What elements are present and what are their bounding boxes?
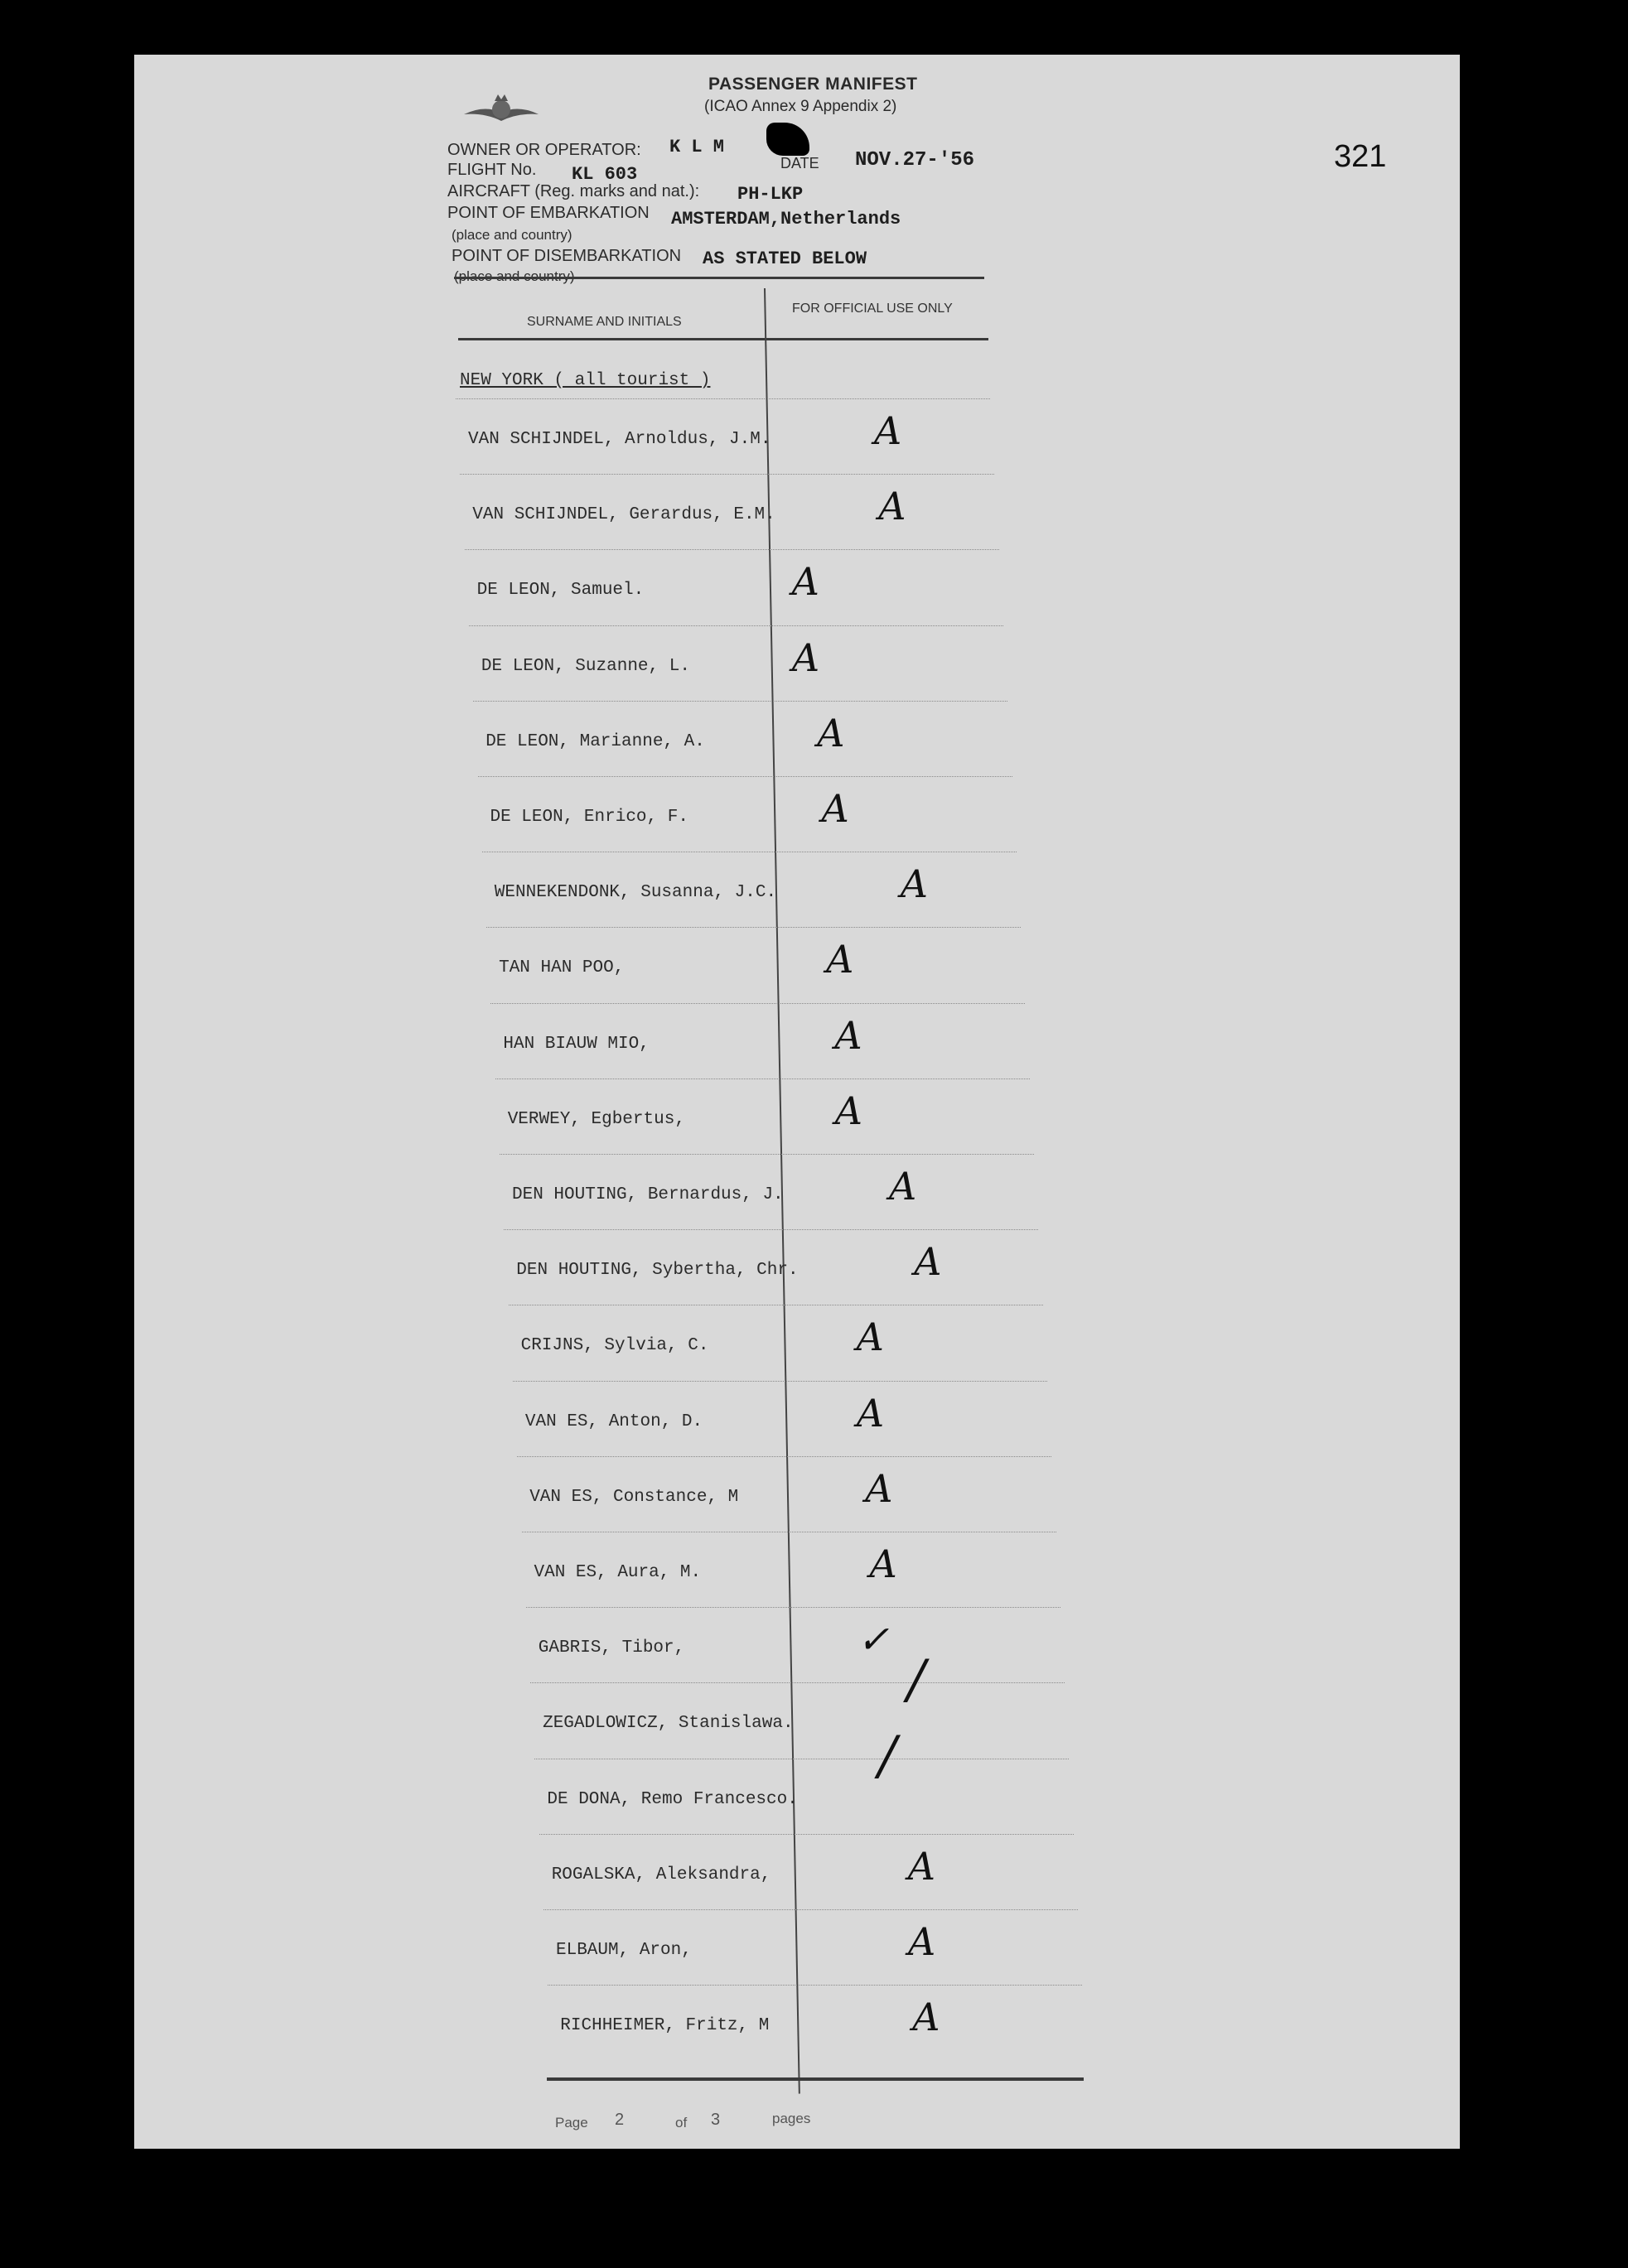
row-rule: [513, 1381, 1047, 1382]
official-mark: A: [912, 1995, 940, 2040]
official-mark: A: [908, 1919, 936, 1964]
official-mark: A: [791, 635, 820, 680]
row-rule: [543, 1909, 1078, 1910]
official-mark: /: [907, 1649, 925, 1711]
row-rule: [469, 625, 1003, 626]
passenger-name: VAN ES, Constance, M: [529, 1487, 739, 1507]
manifest-subtitle: (ICAO Annex 9 Appendix 2): [704, 98, 897, 115]
passenger-name: ELBAUM, Aron,: [556, 1941, 692, 1960]
passenger-name: DEN HOUTING, Bernardus, J.: [512, 1185, 784, 1204]
official-mark: A: [865, 1465, 893, 1511]
passenger-name: DE LEON, Suzanne, L.: [481, 656, 690, 676]
footer-pages-label: pages: [772, 2111, 811, 2126]
passenger-name: HAN BIAUW MIO,: [503, 1034, 650, 1054]
row-rule: [456, 398, 990, 399]
aircraft-value: PH-LKP: [737, 184, 804, 205]
row-rule: [478, 776, 1012, 777]
passenger-name: DE LEON, Marianne, A.: [486, 731, 705, 751]
row-rule: [517, 1456, 1051, 1457]
passenger-name: CRIJNS, Sylvia, C.: [520, 1336, 709, 1356]
passenger-name: RICHHEIMER, Fritz, M: [560, 2016, 770, 2036]
aircraft-label: AIRCRAFT (Reg. marks and nat.):: [447, 182, 700, 200]
official-mark: A: [856, 1390, 885, 1436]
passenger-name: VERWEY, Egbertus,: [507, 1109, 685, 1129]
passenger-name: VAN SCHIJNDEL, Arnoldus, J.M.: [468, 430, 771, 449]
official-mark: A: [834, 1012, 862, 1058]
passenger-name: VAN ES, Aura, M.: [534, 1563, 702, 1582]
disembarkation-value: AS STATED BELOW: [703, 249, 867, 269]
row-rule: [548, 1985, 1082, 1986]
passenger-name: DE LEON, Samuel.: [476, 581, 645, 601]
official-mark: A: [826, 937, 854, 982]
klm-crown-logo-icon: [460, 89, 543, 133]
official-mark: A: [900, 861, 929, 907]
flight-label: FLIGHT No.: [447, 161, 537, 179]
official-mark: A: [907, 1843, 935, 1889]
footer-page-label: Page: [555, 2115, 588, 2130]
passenger-name: DE DONA, Remo Francesco.: [547, 1789, 798, 1809]
official-mark: A: [817, 710, 845, 755]
destination-heading: NEW YORK ( all tourist ): [460, 371, 711, 390]
footer-page-num: 2: [615, 2111, 625, 2129]
passenger-name: ROGALSKA, Aleksandra,: [551, 1865, 771, 1884]
disembarkation-label: POINT OF DISEMBARKATION: [452, 247, 682, 265]
surname-column-header: SURNAME AND INITIALS: [527, 315, 682, 329]
official-mark: A: [914, 1239, 942, 1285]
header-rule: [454, 277, 984, 279]
row-rule: [530, 1682, 1065, 1683]
row-rule: [465, 549, 999, 550]
footer-page-total: 3: [711, 2111, 721, 2129]
row-rule: [473, 701, 1007, 702]
embarkation-sub: (place and country): [452, 227, 572, 243]
passenger-name: DEN HOUTING, Sybertha, Chr.: [516, 1261, 799, 1281]
official-use-column-header: FOR OFFICIAL USE ONLY: [792, 302, 953, 316]
official-mark: A: [791, 559, 819, 605]
row-rule: [460, 474, 994, 475]
official-mark: A: [889, 1164, 917, 1209]
owner-label: OWNER OR OPERATOR:: [447, 141, 641, 159]
embarkation-label: POINT OF EMBARKATION: [447, 204, 650, 222]
manifest-page: [134, 55, 1460, 2149]
row-rule: [526, 1607, 1060, 1608]
official-mark: ✓: [857, 1617, 890, 1662]
owner-value: K L M: [669, 137, 725, 157]
official-mark: A: [869, 1542, 897, 1586]
passenger-name: TAN HAN POO,: [499, 958, 625, 978]
official-mark: /: [878, 1725, 896, 1787]
list-end-rule: [547, 2077, 1084, 2081]
row-rule: [490, 1003, 1025, 1004]
row-rule: [500, 1154, 1034, 1155]
flight-value: KL 603: [572, 164, 638, 185]
row-rule: [486, 927, 1021, 928]
column-header-rule: [458, 338, 988, 340]
official-mark: A: [856, 1315, 884, 1360]
date-value: NOV.27-'56: [855, 149, 975, 171]
passenger-name: VAN SCHIJNDEL, Gerardus, E.M.: [472, 505, 775, 525]
passenger-name: GABRIS, Tibor,: [538, 1638, 685, 1658]
archive-stamp-number: 321: [1334, 139, 1387, 174]
official-mark: A: [834, 1088, 862, 1133]
embarkation-value: AMSTERDAM,Netherlands: [671, 209, 901, 229]
row-rule: [504, 1229, 1038, 1230]
official-mark: A: [821, 786, 849, 831]
official-mark: A: [878, 484, 906, 529]
passenger-name: WENNEKENDONK, Susanna, J.C.: [494, 883, 777, 903]
official-mark: A: [874, 408, 902, 453]
passenger-name: DE LEON, Enrico, F.: [490, 808, 688, 827]
row-rule: [539, 1834, 1074, 1835]
footer-of-label: of: [675, 2115, 688, 2130]
passenger-name: ZEGADLOWICZ, Stanislawa.: [543, 1714, 794, 1734]
manifest-title: PASSENGER MANIFEST: [708, 75, 918, 94]
passenger-name: VAN ES, Anton, D.: [524, 1411, 703, 1431]
date-label: DATE: [780, 155, 819, 171]
